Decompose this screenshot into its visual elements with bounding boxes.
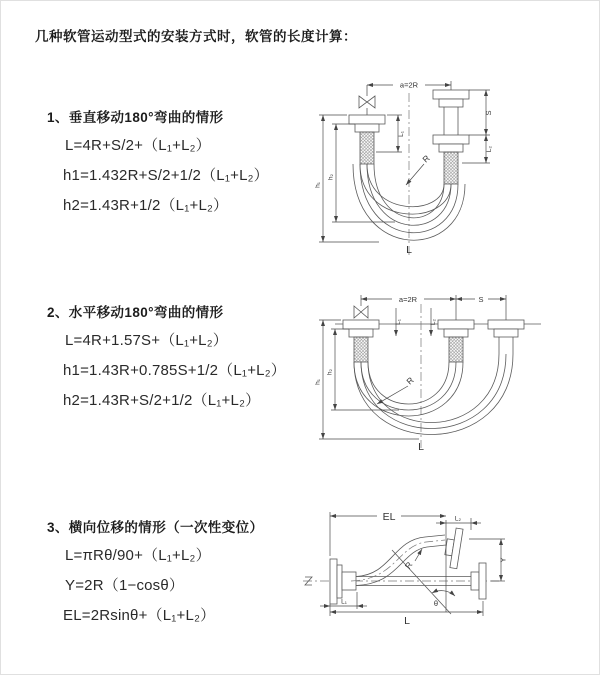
diagram-vertical-180-bend <box>307 67 592 262</box>
label-l2: L₂ <box>486 145 493 153</box>
section3-formula-Y: Y=2R（1−cosθ） <box>65 577 185 594</box>
middle-fitting <box>438 320 474 362</box>
label-a2r: a=2R <box>399 80 419 90</box>
diagram-lateral-displacement <box>299 504 599 644</box>
radius-callout <box>377 375 416 404</box>
label-s: S <box>484 110 493 116</box>
radius-line <box>392 550 451 614</box>
label-total-length: L <box>406 244 412 256</box>
section3-formula-L: L=πRθ/90+（L₁+L₂） <box>65 547 211 564</box>
label-l1: L₁ <box>398 131 405 137</box>
dim-l2 <box>436 516 481 531</box>
label-h2: h₂ <box>327 173 335 181</box>
label-l2: L₂ <box>454 515 462 523</box>
section3-formula-EL: EL=2Rsinθ+（L₁+L₂） <box>63 607 216 624</box>
label-l1: L₁ <box>341 598 347 606</box>
label-l2: L₂ <box>430 318 437 326</box>
section1-formula-h1: h1=1.432R+S/2+1/2（L₁+L₂） <box>63 167 269 184</box>
label-total-length: L <box>418 441 424 453</box>
dim-l1 <box>320 592 367 609</box>
left-fitting <box>349 115 385 164</box>
section2-formula-h2: h2=1.43R+S/2+1/2（L₁+L₂） <box>63 392 261 409</box>
dim-a2r <box>367 80 451 91</box>
label-r: R <box>420 153 432 165</box>
page-title: 几种软管运动型式的安装方式时，软管的长度计算： <box>35 29 357 44</box>
diagram-horizontal-180-bend <box>307 282 597 454</box>
section1-formula-L: L=4R+S/2+（L₁+L₂） <box>65 137 211 154</box>
label-h1: h₁ <box>314 182 322 188</box>
right-fitting <box>488 320 524 354</box>
label-l1: L₁ <box>395 319 402 325</box>
section2-formula-h1: h1=1.43R+0.785S+1/2（L₁+L₂） <box>63 362 286 379</box>
left-fitting <box>343 320 379 362</box>
hose-u-bends <box>354 354 513 435</box>
label-r: R <box>402 559 415 571</box>
section3-heading: 3、横向位移的情形（一次性变位） <box>47 520 264 535</box>
section2-formula-L: L=4R+1.57S+（L₁+L₂） <box>65 332 228 349</box>
hose-s-curve <box>351 535 446 586</box>
label-h1: h₁ <box>314 379 322 385</box>
dim-el <box>330 510 446 556</box>
label-s: S <box>478 295 484 304</box>
valve-icon <box>359 85 375 115</box>
label-theta: θ <box>433 599 439 608</box>
section1-formula-h2: h2=1.43R+1/2（L₁+L₂） <box>63 197 229 214</box>
label-a2r: a=2R <box>398 295 418 304</box>
label-h2: h₂ <box>326 368 334 376</box>
dim-a2r <box>361 294 456 320</box>
radius-callout <box>406 153 432 185</box>
dim-l2 <box>430 308 437 336</box>
dim-l1 <box>395 308 402 336</box>
dim-s <box>456 294 506 320</box>
left-flange <box>330 559 356 604</box>
valve-icon <box>354 306 368 318</box>
label-y: Y <box>498 557 508 563</box>
section2-heading: 2、水平移动180°弯曲的情形 <box>47 305 224 320</box>
right-fitting <box>433 90 469 184</box>
dim-l <box>330 598 483 627</box>
dim-s <box>469 90 493 135</box>
label-total-length: L <box>404 615 410 627</box>
section1-heading: 1、垂直移动180°弯曲的情形 <box>47 110 224 125</box>
right-flange <box>471 563 486 599</box>
label-el: EL <box>382 511 396 523</box>
label-r: R <box>404 375 416 387</box>
